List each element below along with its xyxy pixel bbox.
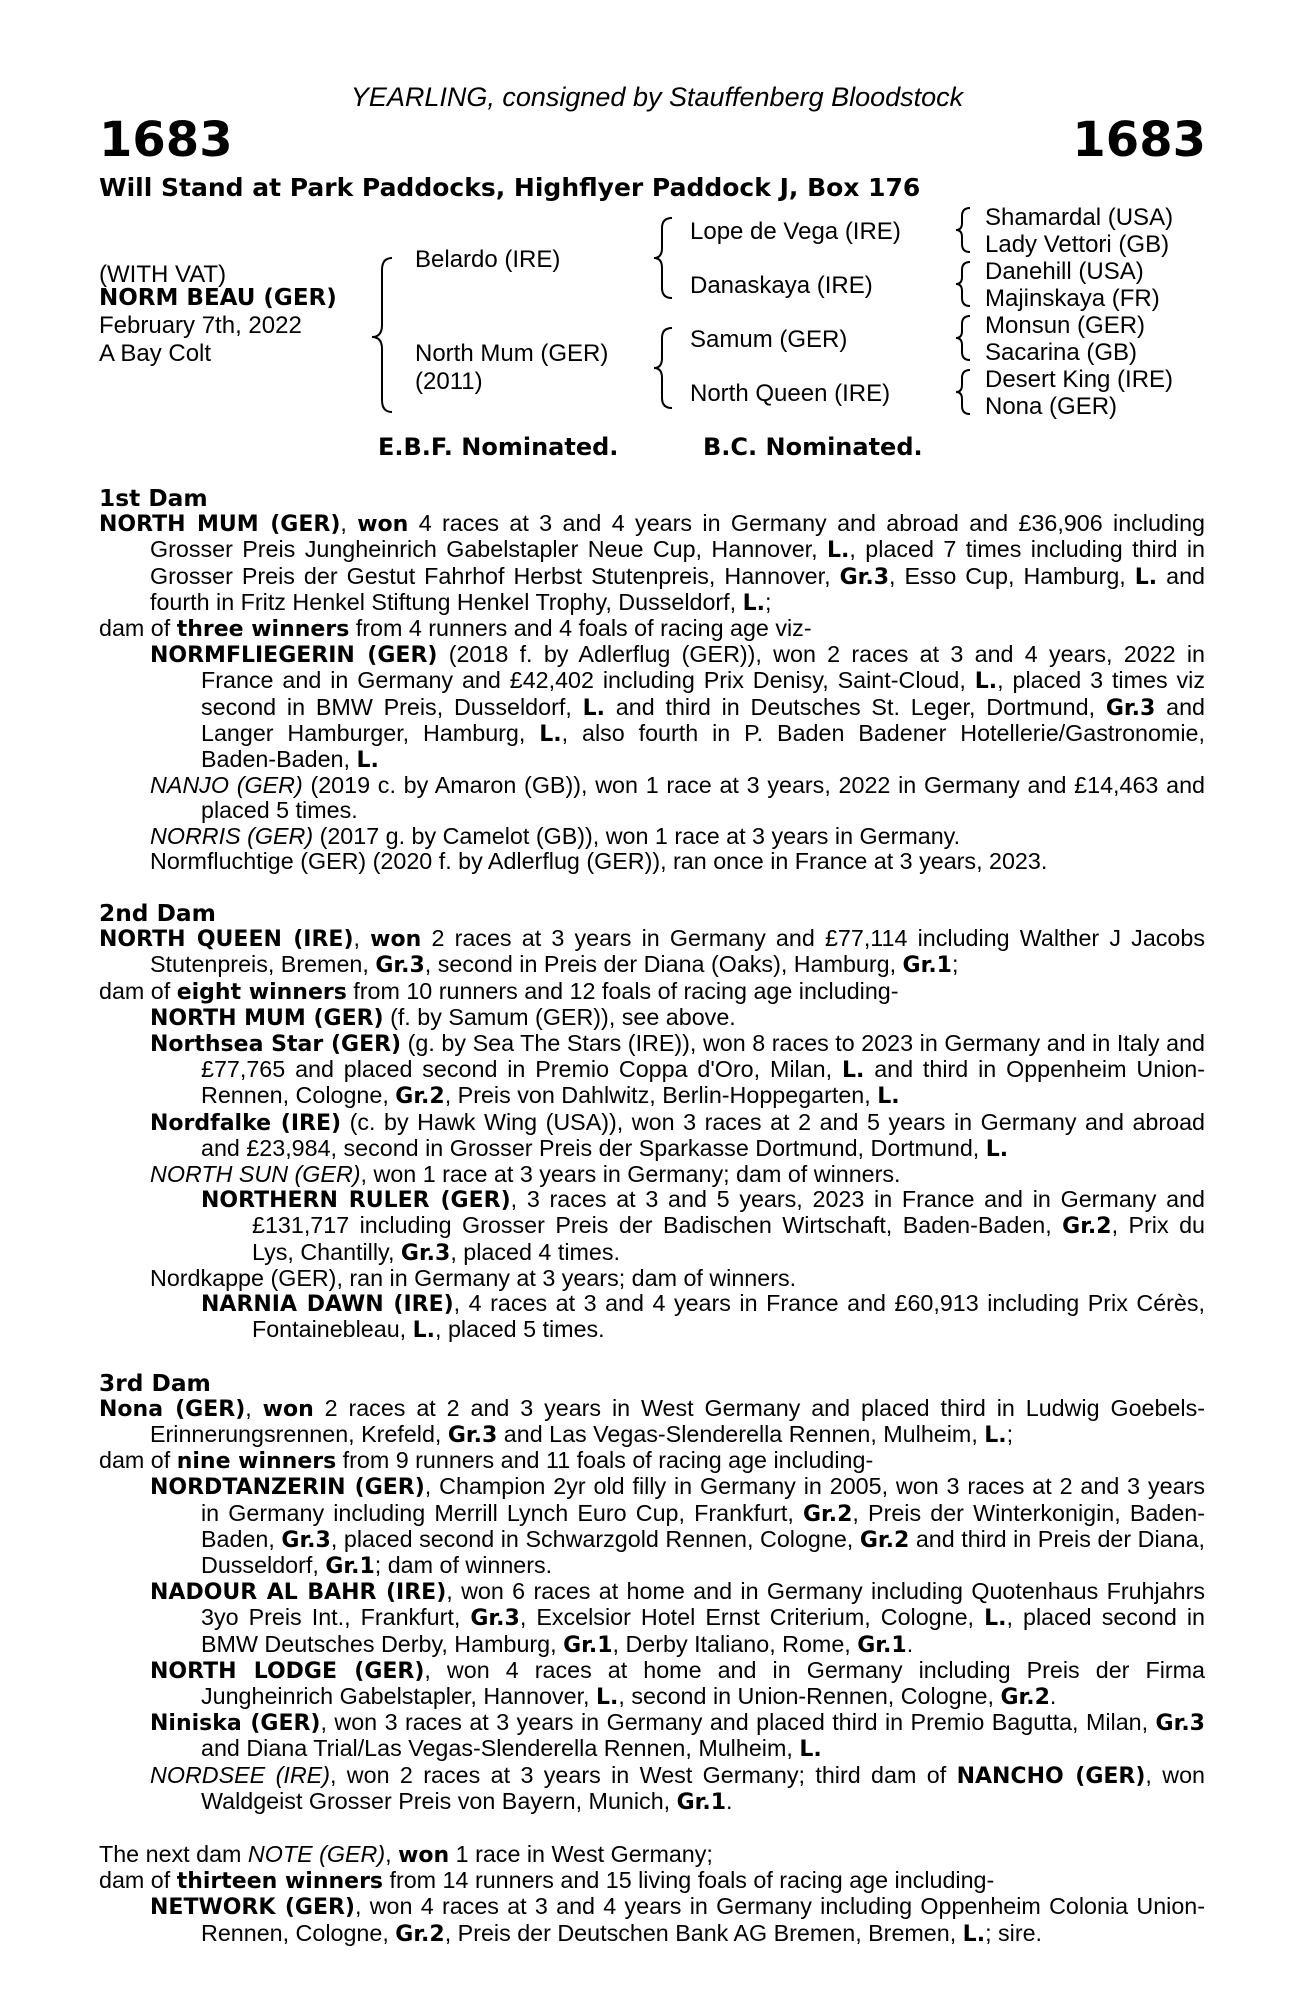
bold-text: Gr.3 <box>839 564 890 590</box>
bold-text: Gr.3 <box>375 953 425 979</box>
text-run: 2 races at 2 and 3 years in West Germany and placed third in Ludwig Goebels-Erinnerungsrennen, Krefeld, <box>150 1394 1205 1447</box>
bold-text: Gr.2 <box>802 1501 853 1527</box>
bold-text: NARNIA DAWN (IRE) <box>201 1292 454 1318</box>
text-run: Normfluchtige (GER) (2020 f. by Adlerflug (GER)), ran once in France at 3 years, 2023. <box>150 847 1048 874</box>
produce-entry <box>99 1396 1205 1448</box>
text-run: , placed 7 times including third in Grosser Preis der Gestut Fahrhof Herbst Stutenpreis, Hannover, <box>150 536 1205 589</box>
text-run: ; <box>951 951 959 978</box>
lot-number-right: 1683 <box>1072 112 1206 168</box>
brace-dam <box>654 328 672 408</box>
text-run: , 3 races at 3 and 5 years, 2023 in France and in Germany and £131,717 including Grosser Preis der Badischen Wirtschaft, Baden-Baden, <box>252 1186 1205 1239</box>
text-run: ; <box>1006 1420 1014 1447</box>
lot-number-left: 1683 <box>99 112 233 168</box>
bold-text: Gr.1 <box>676 1789 727 1815</box>
bold-text: won <box>262 1396 314 1422</box>
text-run: , won 4 races at 3 and 4 years in Germany including Oppenheim Colonia Union-Rennen, Cologne, <box>201 1893 1205 1946</box>
bold-text: L. <box>582 695 605 721</box>
bold-text: won <box>357 512 409 538</box>
text-run: dam of <box>99 1867 177 1894</box>
produce-entry <box>99 642 1205 773</box>
brace-main <box>372 258 392 412</box>
bold-text: Gr.3 <box>1155 1711 1205 1737</box>
text-run: 1 race in West Germany; <box>449 1840 713 1867</box>
produce-entry <box>99 1579 1205 1658</box>
text-run: (2019 c. by Amaron (GB)), won 1 race at 3 years, 2022 in Germany and £14,463 and placed 5 times. <box>201 772 1205 824</box>
brace-sd <box>956 262 970 306</box>
bold-text: NADOUR AL BAHR (IRE) <box>150 1580 447 1606</box>
italic-text: NANJO (GER) <box>150 772 303 799</box>
pedigree-dam-dam: North Queen (IRE) <box>690 380 891 407</box>
bold-text: nine winners <box>176 1449 337 1475</box>
pedigree-dam: North Mum (GER) <box>415 340 609 367</box>
italic-text: NOTE (GER) <box>247 1840 386 1867</box>
text-run: and fourth in Fritz Henkel Stiftung Henkel Trophy, Dusseldorf, <box>150 562 1206 615</box>
pedigree-sss: Shamardal (USA) <box>985 204 1174 231</box>
bold-text: eight winners <box>176 979 347 1005</box>
text-run: , won Waldgeist Grosser Preis von Bayern, Munich, <box>201 1761 1206 1814</box>
text-run: , Champion 2yr old filly in Germany in 2005, won 3 races at 2 and 3 years in Germany including Merrill Lynch Euro Cup, Frankfurt, <box>201 1473 1205 1526</box>
text-run: , Derby Italiano, Rome, <box>612 1630 858 1657</box>
pedigree-sdd: Majinskaya (FR) <box>985 285 1160 312</box>
pedigree-sire-sire: Lope de Vega (IRE) <box>690 218 901 245</box>
text-run: . <box>1049 1682 1057 1709</box>
produce-entry <box>99 1266 1205 1291</box>
text-run: from 9 runners and 11 foals of racing age including- <box>336 1447 874 1474</box>
bold-text: Gr.1 <box>325 1553 375 1579</box>
bold-text: NORTH MUM (GER) <box>99 512 341 538</box>
text-run: Nordkappe (GER), ran in Germany at 3 years; dam of winners. <box>150 1264 797 1291</box>
bold-text: NORDTANZERIN (GER) <box>150 1475 425 1501</box>
bold-text: three winners <box>176 617 350 643</box>
text-run: and third in Deutsches St. Leger, Dortmund, <box>605 693 1106 720</box>
text-run: . <box>906 1630 914 1657</box>
bold-text: L. <box>984 1606 1007 1632</box>
bold-text: Gr.2 <box>859 1527 910 1553</box>
text-run: from 10 runners and 12 foals of racing age including- <box>346 977 899 1004</box>
section-gap <box>99 1344 1205 1371</box>
bold-text: L. <box>985 1136 1009 1162</box>
section-heading: 2nd Dam <box>99 900 216 928</box>
produce-entry <box>99 1448 1205 1474</box>
bc-nominated: B.C. Nominated. <box>703 433 923 461</box>
pedigree-dam-year: (2011) <box>415 368 483 395</box>
pedigree-dds: Desert King (IRE) <box>985 366 1174 393</box>
bold-text: L. <box>1134 564 1158 590</box>
produce-entry <box>99 511 1205 616</box>
text-run: , <box>385 1840 399 1867</box>
text-run: , won 2 races at 3 years in West Germany; third dam of <box>329 1761 957 1788</box>
text-run: . <box>726 1787 733 1814</box>
text-run: , <box>245 1394 263 1421</box>
catalogue-subtitle: YEARLING, consigned by Stauffenberg Bloodstock <box>350 82 964 112</box>
text-run: , second in Union-Rennen, Cologne, <box>618 1682 1001 1709</box>
bold-text: Gr.2 <box>395 1084 445 1110</box>
text-run: , won 6 races at home and in Germany including Quotenhaus Fruhjahrs 3yo Preis Int., Frankfurt, <box>201 1578 1206 1631</box>
text-run: , won 1 race at 3 years in Germany; dam of winners. <box>360 1161 901 1188</box>
produce-entry <box>99 1763 1205 1815</box>
bold-text: Gr.3 <box>281 1527 331 1553</box>
produce-record <box>99 486 1205 1947</box>
bold-text: won <box>370 927 422 953</box>
text-run: and third in Oppenheim Union-Rennen, Cologne, <box>201 1056 1205 1109</box>
text-run: , Prix du Lys, Chantilly, <box>252 1212 1205 1265</box>
bold-text: Gr.2 <box>1000 1684 1050 1710</box>
text-run: (c. by Hawk Wing (USA)), won 3 races at 2 and 5 years in Germany and abroad and £23,984, second in Grosser Preis der Sparkasse Dortmund, Dortmund, <box>201 1108 1205 1161</box>
produce-entry <box>99 1005 1205 1031</box>
produce-entry <box>99 1710 1205 1762</box>
italic-text: NORTH SUN (GER) <box>150 1161 361 1188</box>
text-run: from 14 runners and 15 living foals of racing age including- <box>383 1867 995 1894</box>
text-run: dam of <box>99 977 177 1004</box>
bold-text: L. <box>877 1084 900 1110</box>
text-run: , Excelsior Hotel Ernst Criterium, Cologne, <box>519 1604 985 1631</box>
text-run: , won 3 races at 3 years in Germany and placed third in Premio Bagutta, Milan, <box>320 1709 1156 1736</box>
bold-text: L. <box>799 1737 822 1763</box>
text-run: , Preis der Winterkonigin, Baden-Baden, <box>201 1499 1205 1552</box>
produce-entry <box>99 849 1205 874</box>
pedigree-ssd: Lady Vettori (GB) <box>985 231 1170 258</box>
text-run: , 4 races at 3 and 4 years in France and £60,913 including Prix Cérès, Fontainebleau, <box>252 1290 1205 1343</box>
produce-entry <box>99 1474 1205 1579</box>
horse-description: A Bay Colt <box>99 340 212 367</box>
text-run: , second in Preis der Diana (Oaks), Hamburg, <box>424 951 903 978</box>
horse-dob: February 7th, 2022 <box>99 312 302 339</box>
text-run: 4 races at 3 and 4 years in Germany and abroad and £36,906 including Grosser Preis Jungheinrich Gabelstapler Neue Cup, Hannover, <box>150 510 1205 563</box>
text-run: (2017 g. by Camelot (GB)), won 1 race at 3 years in Germany. <box>313 822 961 849</box>
horse-name: NORM BEAU (GER) <box>99 285 337 311</box>
bold-text: L. <box>974 669 998 695</box>
section-heading: 3rd Dam <box>99 1369 211 1397</box>
text-run: , placed second in BMW Deutsches Derby, Hamburg, <box>201 1604 1205 1657</box>
produce-entry <box>99 824 1205 849</box>
text-run: , also fourth in P. Baden Badener Hotellerie/Gastronomie, Baden-Baden, <box>201 719 1205 773</box>
text-run: , Preis von Dahlwitz, Berlin-Hoppegarten, <box>444 1082 878 1109</box>
bold-text: Gr.2 <box>1062 1214 1112 1240</box>
pedigree-dss: Monsun (GER) <box>985 312 1146 339</box>
text-run: dam of <box>99 615 177 642</box>
bold-text: L. <box>412 1318 436 1344</box>
bold-text: NETWORK (GER) <box>150 1895 355 1921</box>
text-run: ; dam of winners. <box>374 1551 553 1578</box>
bold-text: Gr.1 <box>902 953 952 979</box>
text-run: ; sire. <box>985 1919 1043 1946</box>
text-run: and Langer Hamburger, Hamburg, <box>201 693 1205 746</box>
produce-entry <box>99 1162 1205 1187</box>
bold-text: Gr.3 <box>400 1240 451 1266</box>
bold-text: Gr.3 <box>1105 695 1156 721</box>
bold-text: thirteen winners <box>176 1869 384 1895</box>
bold-text: L. <box>356 748 379 774</box>
text-run: (f. by Samum (GER)), see above. <box>383 1003 736 1030</box>
produce-entry <box>99 616 1205 642</box>
bold-text: NORTH LODGE (GER) <box>150 1658 425 1684</box>
text-run: dam of <box>99 1447 177 1474</box>
text-run: from 4 runners and 4 foals of racing age viz- <box>349 615 812 642</box>
text-run: , placed second in Schwarzgold Rennen, Cologne, <box>330 1525 860 1552</box>
text-run: , placed 4 times. <box>450 1238 620 1265</box>
text-run: (g. by Sea The Stars (IRE)), won 8 races to 2023 in Germany and in Italy and £77,765 and placed second in Premio Coppa d'Oro, Milan, <box>201 1030 1205 1083</box>
text-run: The next dam <box>99 1840 248 1867</box>
bold-text: L. <box>984 1422 1007 1448</box>
produce-entry <box>99 1894 1205 1946</box>
text-run: (2018 f. by Adlerflug (GER)), won 2 races at 3 and 4 years, 2022 in France and in Germany and £42,402 including Prix Denisy, Saint-Cloud, <box>201 641 1205 694</box>
stand-location: Will Stand at Park Paddocks, Highflyer Paddock J, Box 176 <box>99 173 921 202</box>
text-run: and Las Vegas-Slenderella Rennen, Mulheim, <box>497 1420 985 1447</box>
produce-entry <box>99 1110 1205 1162</box>
text-run: , Preis der Deutschen Bank AG Bremen, Bremen, <box>444 1919 963 1946</box>
text-run: , <box>353 925 371 952</box>
bold-text: Gr.3 <box>447 1422 498 1448</box>
bold-text: L. <box>596 1684 619 1710</box>
pedigree-sire-dam: Danaskaya (IRE) <box>690 272 873 299</box>
bold-text: Gr.3 <box>470 1606 520 1632</box>
pedigree-ddd: Nona (GER) <box>985 393 1118 420</box>
bold-text: Gr.2 <box>395 1921 445 1947</box>
bold-text: Gr.1 <box>563 1632 613 1658</box>
produce-entry <box>99 926 1205 978</box>
text-run: and third in Preis der Diana, Dusseldorf, <box>201 1525 1206 1578</box>
pedigree-dam-sire: Samum (GER) <box>690 326 848 353</box>
produce-entry <box>99 773 1205 823</box>
pedigree-sds: Danehill (USA) <box>985 258 1144 285</box>
bold-text: Gr.1 <box>857 1632 907 1658</box>
bold-text: L. <box>841 1058 865 1084</box>
produce-entry <box>99 1868 1205 1894</box>
brace-ds <box>956 316 970 360</box>
bold-text: Niniska (GER) <box>150 1711 321 1737</box>
italic-text: NORDSEE (IRE) <box>150 1761 330 1788</box>
text-run: , won 4 races at home and in Germany including Preis der Firma Jungheinrich Gabelstapler, Hannover, <box>201 1656 1205 1709</box>
produce-entry <box>99 979 1205 1005</box>
section-gap <box>99 874 1205 901</box>
ebf-nominated: E.B.F. Nominated. <box>378 433 619 461</box>
bold-text: L. <box>539 721 562 747</box>
text-run: 2 races at 3 years in Germany and £77,114 including Walther J Jacobs Stutenpreis, Bremen, <box>150 925 1205 978</box>
italic-text: NORRIS (GER) <box>150 822 314 849</box>
produce-entry <box>99 1291 1205 1343</box>
text-run: ; <box>765 588 772 615</box>
produce-entry <box>99 1031 1205 1110</box>
text-run: , placed 3 times viz second in BMW Preis, Dusseldorf, <box>201 667 1205 720</box>
brace-ss <box>956 208 970 252</box>
bold-text: L. <box>742 590 765 616</box>
produce-entry <box>99 1658 1205 1710</box>
bold-text: won <box>398 1842 450 1868</box>
text-run: , placed 5 times. <box>435 1316 605 1343</box>
bold-text: NORMFLIEGERIN (GER) <box>150 643 438 669</box>
bold-text: Northsea Star (GER) <box>150 1032 402 1058</box>
bold-text: Nona (GER) <box>99 1396 246 1422</box>
produce-entry <box>99 1187 1205 1266</box>
text-run: and Diana Trial/Las Vegas-Slenderella Rennen, Mulheim, <box>201 1735 800 1762</box>
text-run: , <box>340 510 358 537</box>
text-run: , Esso Cup, Hamburg, <box>889 562 1135 589</box>
bold-text: NANCHO (GER) <box>956 1763 1146 1789</box>
pedigree-dsd: Sacarina (GB) <box>985 339 1138 366</box>
bold-text: NORTHERN RULER (GER) <box>201 1188 511 1214</box>
bold-text: L. <box>827 538 850 564</box>
pedigree-sire: Belardo (IRE) <box>415 246 561 273</box>
produce-entry <box>99 1842 1205 1868</box>
brace-dd <box>956 370 970 414</box>
bold-text: NORTH MUM (GER) <box>150 1005 384 1031</box>
section-heading: 1st Dam <box>99 485 208 512</box>
brace-sire <box>654 218 672 298</box>
bold-text: Nordfalke (IRE) <box>150 1110 342 1136</box>
section-gap <box>99 1815 1205 1842</box>
bold-text: L. <box>962 1921 986 1947</box>
vat-label: (WITH VAT) <box>99 261 227 288</box>
bold-text: NORTH QUEEN (IRE) <box>99 927 354 953</box>
